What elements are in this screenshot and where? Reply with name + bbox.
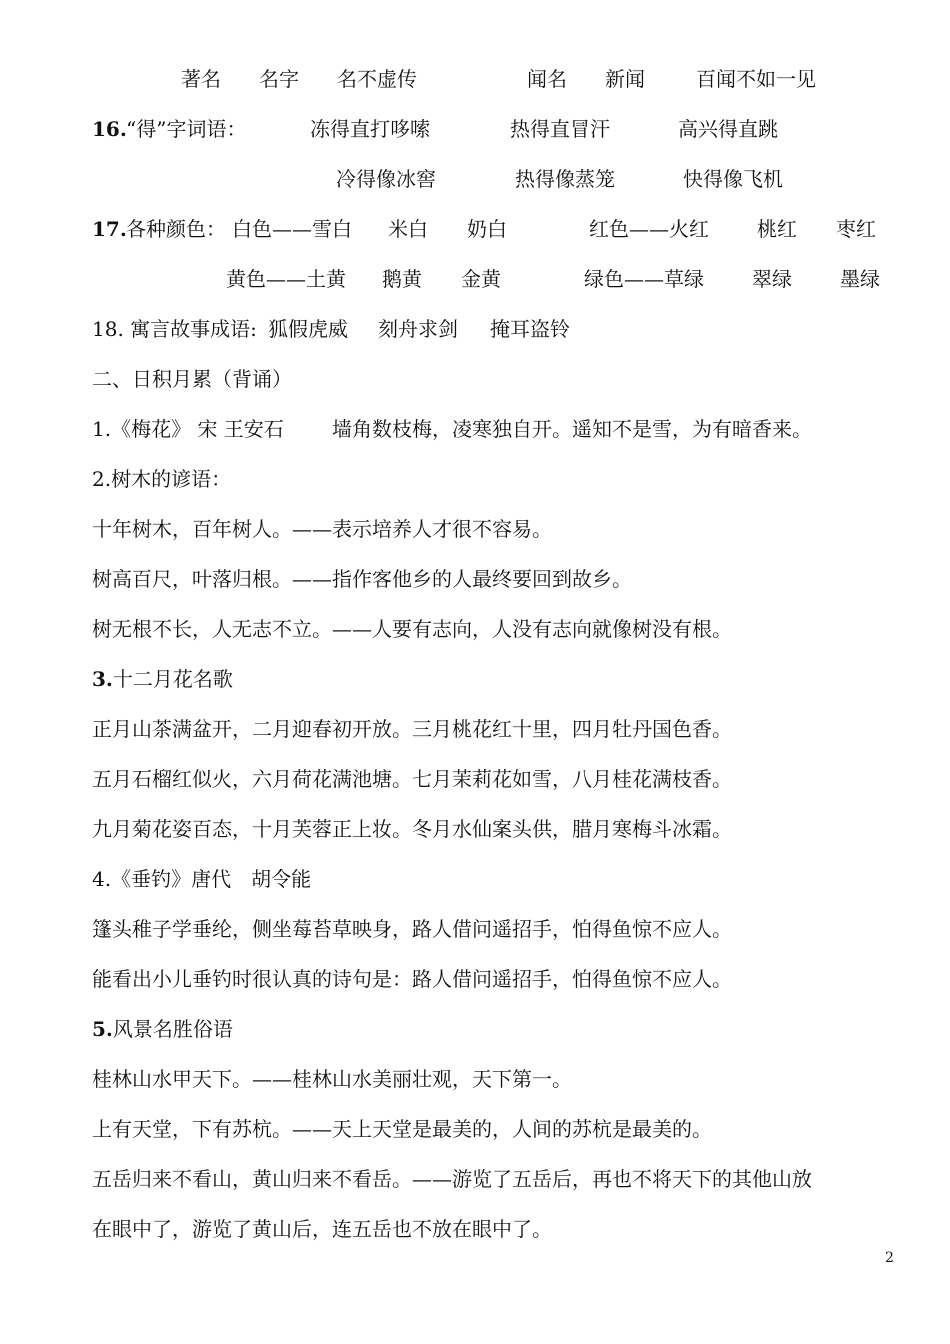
color-word: 米白	[388, 217, 428, 241]
word: 百闻不如一见	[696, 67, 816, 91]
song-line: 九月菊花姿百态，十月芙蓉正上妆。冬月水仙案头供，腊月寒梅斗冰霜。	[92, 817, 732, 841]
phrase: 冻得直打哆嗦	[310, 117, 430, 141]
proverb-line: 树无根不长，人无志不立。——人要有志向，人没有志向就像树没有根。	[92, 617, 732, 641]
color-word: 红色——火红	[589, 217, 709, 241]
phrase: 快得像飞机	[683, 167, 783, 191]
page-number: 2	[885, 1250, 894, 1266]
color-word: 翠绿	[752, 267, 792, 291]
saying-line: 五岳归来不看山，黄山归来不看岳。——游览了五岳后，再也不将天下的其他山放	[92, 1167, 812, 1191]
color-word: 奶白	[467, 217, 507, 241]
word: 新闻	[605, 67, 645, 91]
section-label: “得”字词语：	[126, 117, 247, 141]
word: 闻名	[527, 67, 567, 91]
section-label: 十二月花名歌	[112, 667, 233, 691]
idiom: 刻舟求剑	[378, 317, 458, 341]
idiom: 掩耳盗铃	[490, 317, 570, 341]
proverb-line: 树高百尺，叶落归根。——指作客他乡的人最终要回到故乡。	[92, 567, 632, 591]
proverbs-title: 2.树木的谚语：	[92, 467, 232, 491]
color-word: 白色——雪白	[232, 217, 352, 241]
saying-line: 在眼中了，游览了黄山后，连五岳也不放在眼中了。	[92, 1217, 552, 1241]
section-label: 各种颜色：	[126, 217, 226, 241]
section-number: 3.	[92, 667, 113, 691]
section-heading: 二、日积月累（背诵）	[92, 367, 292, 391]
phrase: 冷得像冰窖	[336, 167, 436, 191]
saying-line: 上有天堂，下有苏杭。——天上天堂是最美的，人间的苏杭是最美的。	[92, 1117, 712, 1141]
color-word: 桃红	[757, 217, 797, 241]
flower-song-title	[92, 666, 233, 692]
proverb-line: 十年树木，百年树人。——表示培养人才很不容易。	[92, 517, 552, 541]
word: 名不虚传	[337, 67, 417, 91]
color-word: 黄色——土黄	[226, 267, 346, 291]
scenic-sayings-title	[92, 1016, 233, 1042]
idiom: 狐假虎威	[268, 317, 348, 341]
section-number: 16.	[92, 117, 127, 141]
poem-text: 墙角数枝梅，凌寒独自开。遥知不是雪，为有暗香来。	[332, 417, 812, 441]
song-line: 正月山茶满盆开，二月迎春初开放。三月桃花红十里，四月牡丹国色香。	[92, 717, 732, 741]
poem-heading: 1.《梅花》 宋 王安石	[92, 417, 284, 441]
color-word: 金黄	[461, 267, 501, 291]
section-label: 18. 寓言故事成语:	[92, 317, 257, 341]
poem-line: 篷头稚子学垂纶，侧坐莓苔草映身，路人借问遥招手，怕得鱼惊不应人。	[92, 917, 732, 941]
phrase: 高兴得直跳	[678, 117, 778, 141]
color-word: 绿色——草绿	[584, 267, 704, 291]
saying-line: 桂林山水甲天下。——桂林山水美丽壮观，天下第一。	[92, 1067, 572, 1091]
poem-fishing-title: 4.《垂钓》唐代 胡令能	[92, 867, 312, 891]
word: 著名	[181, 67, 221, 91]
phrase: 热得直冒汗	[510, 117, 610, 141]
section-number: 5.	[92, 1017, 113, 1041]
word: 名字	[259, 67, 299, 91]
color-word: 鹅黄	[382, 267, 422, 291]
color-word: 墨绿	[840, 267, 880, 291]
section-label: 风景名胜俗语	[112, 1017, 233, 1041]
song-line: 五月石榴红似火，六月荷花满池塘。七月茉莉花如雪，八月桂花满枝香。	[92, 767, 732, 791]
section-number: 17.	[92, 217, 127, 241]
color-word: 枣红	[836, 217, 876, 241]
poem-line: 能看出小儿垂钓时很认真的诗句是：路人借问遥招手，怕得鱼惊不应人。	[92, 967, 732, 991]
phrase: 热得像蒸笼	[515, 167, 615, 191]
